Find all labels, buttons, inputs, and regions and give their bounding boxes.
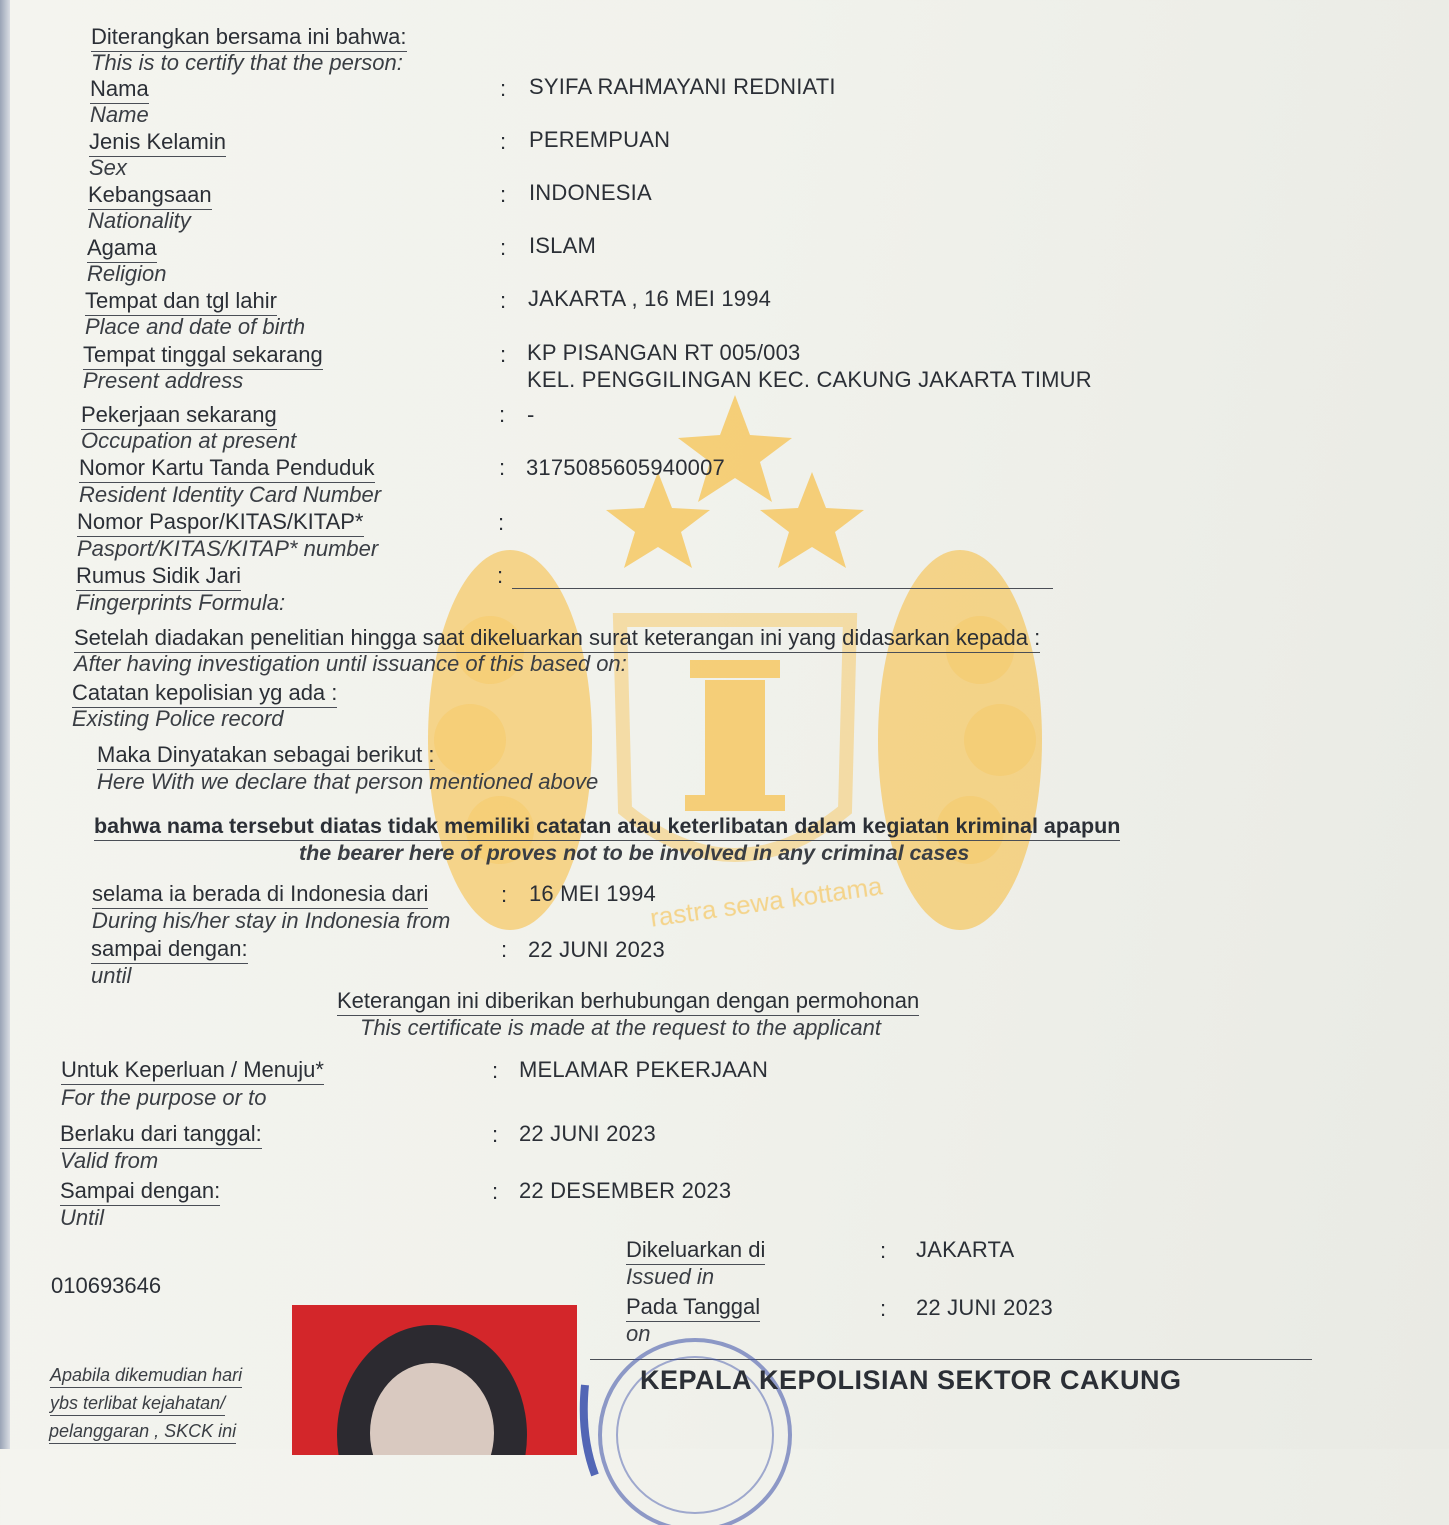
colon: : — [499, 455, 506, 480]
fingerprint-blank-line — [512, 588, 1053, 589]
stay-until-label-en: until — [91, 963, 132, 988]
field-label-en: Name — [90, 102, 149, 127]
field-label-en: Sex — [89, 155, 127, 180]
field-value-nationality: INDONESIA — [529, 180, 652, 205]
police-record-label-en: Existing Police record — [72, 706, 284, 731]
request-text-en: This certificate is made at the request to the applicant — [360, 1015, 881, 1040]
field-label-en: Pasport/KITAS/KITAP* number — [77, 536, 379, 561]
watermark-motto: rastra sewa kottama — [648, 870, 885, 933]
purpose-label-en: For the purpose or to — [61, 1085, 267, 1110]
field-label: Rumus Sidik Jari — [76, 563, 241, 591]
valid-until-value: 22 DESEMBER 2023 — [519, 1178, 732, 1203]
stay-until-label: sampai dengan: — [91, 936, 248, 964]
colon: : — [492, 1179, 499, 1204]
issued-in-value: JAKARTA — [916, 1237, 1015, 1262]
valid-from-label-en: Valid from — [60, 1148, 159, 1173]
field-label-en: Resident Identity Card Number — [79, 482, 382, 507]
field-value-sex: PEREMPUAN — [529, 127, 671, 152]
field-value-address: KP PISANGAN RT 005/003 — [527, 340, 801, 365]
stay-from-value: 16 MEI 1994 — [529, 881, 656, 906]
field-value-nik: 3175085605940007 — [526, 455, 725, 480]
colon: : — [500, 182, 507, 207]
valid-until-label-en: Until — [60, 1205, 105, 1230]
field-value-birth: JAKARTA , 16 MEI 1994 — [528, 286, 772, 311]
issued-in-label-en: Issued in — [626, 1264, 715, 1289]
issued-on-label: Pada Tanggal — [626, 1294, 760, 1322]
field-label: Tempat dan tgl lahir — [85, 288, 277, 316]
colon: : — [880, 1238, 887, 1263]
colon: : — [500, 129, 507, 154]
field-value-name: SYIFA RAHMAYANI REDNIATI — [529, 74, 836, 99]
field-label: Nama — [90, 76, 149, 104]
purpose-value: MELAMAR PEKERJAAN — [519, 1057, 769, 1082]
star-icon — [760, 472, 864, 568]
field-label-en: Religion — [87, 261, 167, 286]
footnote-line: Apabila dikemudian hari — [50, 1364, 242, 1388]
colon: : — [498, 510, 505, 535]
stay-from-label: selama ia berada di Indonesia dari — [92, 881, 428, 909]
request-text: Keterangan ini diberikan berhubungan dengan permohonan — [337, 988, 919, 1016]
issued-in-label: Dikeluarkan di — [626, 1237, 765, 1265]
field-label: Jenis Kelamin — [89, 129, 226, 157]
statement-en: the bearer here of proves not to be involved in any criminal cases — [299, 841, 970, 865]
footnote-line: ybs terlibat kejahatan/ — [50, 1392, 225, 1416]
signatory-title: KEPALA KEPOLISIAN SEKTOR CAKUNG — [640, 1365, 1182, 1395]
field-value-religion: ISLAM — [529, 233, 597, 258]
colon: : — [499, 402, 506, 427]
colon: : — [500, 288, 507, 313]
colon: : — [497, 563, 504, 588]
field-value-address-line2: KEL. PENGGILINGAN KEC. CAKUNG JAKARTA TIMUR — [527, 367, 1092, 392]
field-label: Nomor Paspor/KITAS/KITAP* — [77, 509, 364, 537]
police-record-label: Catatan kepolisian yg ada : — [72, 680, 337, 708]
field-label: Nomor Kartu Tanda Penduduk — [79, 455, 375, 483]
issued-on-value: 22 JUNI 2023 — [916, 1295, 1053, 1320]
applicant-silhouette — [292, 1305, 577, 1455]
field-label-en: Fingerprints Formula: — [76, 590, 286, 615]
investigation-text-en: After having investigation until issuance of this based on: — [74, 651, 627, 676]
applicant-photo — [292, 1305, 577, 1455]
colon: : — [500, 76, 507, 101]
colon: : — [500, 235, 507, 260]
official-stamp-icon — [575, 1325, 815, 1525]
intro-label: Diterangkan bersama ini bahwa: — [91, 24, 407, 52]
colon: : — [501, 882, 508, 907]
field-value-occupation: - — [527, 402, 535, 427]
valid-from-value: 22 JUNI 2023 — [519, 1121, 656, 1146]
declare-label: Maka Dinyatakan sebagai berikut : — [97, 742, 435, 770]
colon: : — [500, 342, 507, 367]
field-label: Kebangsaan — [88, 182, 212, 210]
footnote-line: pelanggaran , SKCK ini — [49, 1420, 236, 1444]
field-label: Tempat tinggal sekarang — [83, 342, 323, 370]
field-label-en: Occupation at present — [81, 428, 297, 453]
declare-label-en: Here With we declare that person mentioned above — [97, 769, 599, 794]
colon: : — [492, 1122, 499, 1147]
issued-on-label-en: on — [626, 1321, 651, 1346]
colon: : — [880, 1296, 887, 1321]
field-label-en: Nationality — [88, 208, 191, 233]
field-label-en: Present address — [83, 368, 244, 393]
stay-until-value: 22 JUNI 2023 — [528, 937, 665, 962]
purpose-label: Untuk Keperluan / Menuju* — [61, 1057, 324, 1085]
valid-until-label: Sampai dengan: — [60, 1178, 220, 1206]
colon: : — [492, 1058, 499, 1083]
field-label: Agama — [87, 235, 157, 263]
colon: : — [501, 937, 508, 962]
intro-label-en: This is to certify that the person: — [91, 50, 403, 75]
star-icon — [606, 472, 710, 568]
star-icon — [678, 395, 792, 502]
stay-from-label-en: During his/her stay in Indonesia from — [92, 908, 451, 933]
serial-number: 010693646 — [51, 1273, 162, 1298]
page-edge — [0, 0, 10, 1449]
valid-from-label: Berlaku dari tanggal: — [60, 1121, 262, 1149]
field-label-en: Place and date of birth — [85, 314, 306, 339]
statement: bahwa nama tersebut diatas tidak memiliki catatan atau keterlibatan dalam kegiatan kriminal apapun — [94, 813, 1120, 841]
field-label: Pekerjaan sekarang — [81, 402, 277, 430]
investigation-text: Setelah diadakan penelitian hingga saat dikeluarkan surat keterangan ini yang didasarkan kepada : — [74, 625, 1040, 653]
